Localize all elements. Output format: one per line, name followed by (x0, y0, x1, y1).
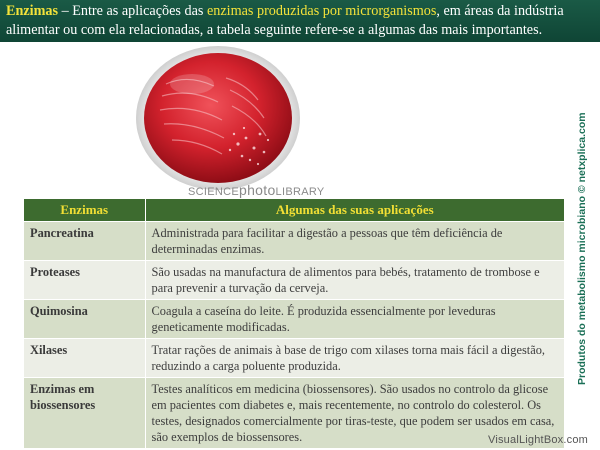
enzyme-application: Coagula a caseína do leite. É produzida essencialmente por leveduras geneticamente modificadas. (145, 300, 564, 339)
dish-glare (170, 74, 214, 94)
table-row (24, 222, 564, 261)
header-text-1: – Entre as aplicações das (58, 3, 207, 19)
header-text-2: , em áreas da indústria alimentar ou com ela relacionadas, a tabela seguinte refere-se a algumas das mais importantes. (6, 3, 564, 38)
enzymes-table (24, 199, 564, 448)
enzyme-name: Xilases (24, 339, 145, 378)
enzyme-application: Testes analíticos em medicina (biossensores). São usados no controlo da glicose em pacientes com diabetes e, mais recentemente, no controlo do colesterol. Os testes, designados comercialmente por tiras-teste, que podem ser usados em casa, são exemplos de biossensores. (145, 378, 564, 449)
table-row (24, 378, 564, 449)
enzyme-name: Pancreatina (24, 222, 145, 261)
photo-credit-library: LIBRARY (275, 186, 325, 198)
enzyme-application: São usadas na manufactura de alimentos para bebés, tratamento de trombose e para prevenir a turvação da cerveja. (145, 261, 564, 300)
enzyme-name: Enzimas em biossensores (24, 378, 145, 449)
watermark-link[interactable]: VisualLightBox.com (488, 434, 589, 446)
photo-credit-science: SCIENCE (188, 186, 239, 198)
header-highlight: enzimas produzidas por microrganismos (206, 3, 437, 19)
photo-credit-photo: photo (239, 182, 276, 198)
enzyme-application: Tratar rações de animais à base de trigo com xilases torna mais fácil a digestão, reduzindo a carga poluente produzida. (145, 339, 564, 378)
enzyme-name: Proteases (24, 261, 145, 300)
table-row (24, 261, 564, 300)
enzyme-application: Administrada para facilitar a digestão a pessoas que têm deficiência de determinadas enzimas. (145, 222, 564, 261)
enzyme-name: Quimosina (24, 300, 145, 339)
petri-dish-photo (118, 44, 318, 198)
side-copyright-label: Produtos do metabolismo microbiano © netxplica.com (576, 112, 588, 385)
header-aplicacoes: Algumas das suas aplicações (145, 199, 564, 222)
header-term: Enzimas (6, 3, 59, 19)
table-row (24, 339, 564, 378)
table-row (24, 300, 564, 339)
header-banner (0, 0, 600, 42)
table-header-row (24, 199, 564, 222)
header-enzimas: Enzimas (24, 199, 145, 222)
photo-credit (188, 182, 325, 198)
